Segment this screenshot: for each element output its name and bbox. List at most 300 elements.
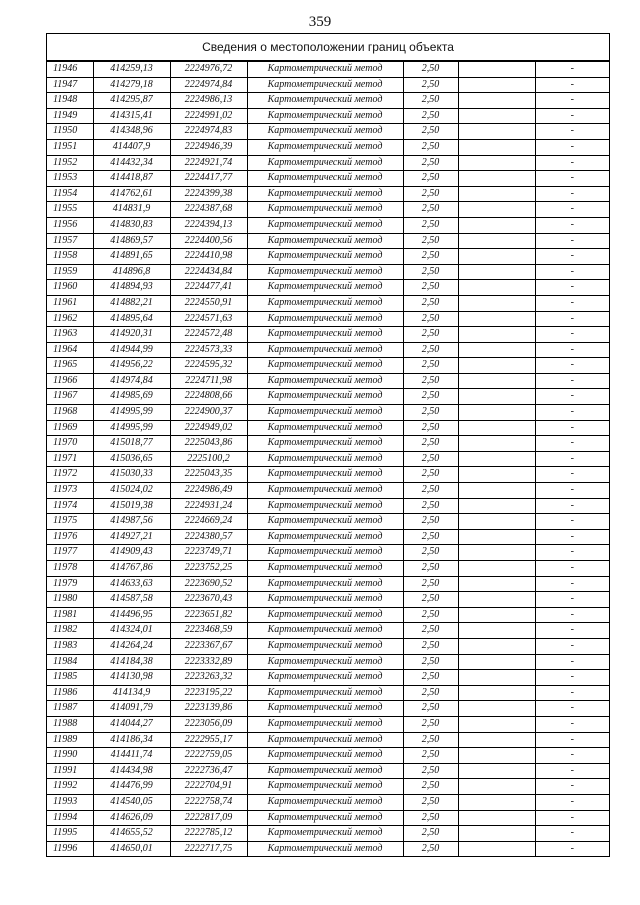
y-coordinate: 2223195,22 bbox=[170, 685, 247, 701]
accuracy-cell: 2,50 bbox=[403, 716, 458, 732]
y-coordinate: 2222717,75 bbox=[170, 841, 247, 856]
x-coordinate: 414830,83 bbox=[93, 217, 170, 233]
table-row bbox=[47, 202, 609, 218]
method-cell: Картометрический метод bbox=[247, 748, 403, 764]
table-row bbox=[47, 327, 609, 343]
method-cell: Картометрический метод bbox=[247, 607, 403, 623]
y-coordinate: 2224711,98 bbox=[170, 373, 247, 389]
empty-cell bbox=[458, 638, 535, 654]
note-cell: - bbox=[535, 451, 609, 467]
method-cell: Картометрический метод bbox=[247, 358, 403, 374]
table-row bbox=[47, 373, 609, 389]
y-coordinate: 2224380,57 bbox=[170, 529, 247, 545]
method-cell: Картометрический метод bbox=[247, 483, 403, 499]
method-cell: Картометрический метод bbox=[247, 280, 403, 296]
x-coordinate: 414650,01 bbox=[93, 841, 170, 856]
method-cell: Картометрический метод bbox=[247, 498, 403, 514]
table-row bbox=[47, 451, 609, 467]
point-number: 11954 bbox=[47, 186, 93, 202]
table-row bbox=[47, 670, 609, 686]
table-row bbox=[47, 607, 609, 623]
method-cell: Картометрический метод bbox=[247, 451, 403, 467]
point-number: 11981 bbox=[47, 607, 93, 623]
table-row bbox=[47, 514, 609, 530]
method-cell: Картометрический метод bbox=[247, 670, 403, 686]
method-cell: Картометрический метод bbox=[247, 311, 403, 327]
accuracy-cell: 2,50 bbox=[403, 233, 458, 249]
accuracy-cell: 2,50 bbox=[403, 701, 458, 717]
note-cell: - bbox=[535, 763, 609, 779]
point-number: 11992 bbox=[47, 779, 93, 795]
method-cell: Картометрический метод bbox=[247, 514, 403, 530]
table-row bbox=[47, 561, 609, 577]
point-number: 11988 bbox=[47, 716, 93, 732]
empty-cell bbox=[458, 389, 535, 405]
y-coordinate: 2224399,38 bbox=[170, 186, 247, 202]
accuracy-cell: 2,50 bbox=[403, 763, 458, 779]
empty-cell bbox=[458, 93, 535, 109]
y-coordinate: 2224900,37 bbox=[170, 405, 247, 421]
method-cell: Картометрический метод bbox=[247, 576, 403, 592]
y-coordinate: 2223670,43 bbox=[170, 592, 247, 608]
note-cell: - bbox=[535, 794, 609, 810]
empty-cell bbox=[458, 280, 535, 296]
accuracy-cell: 2,50 bbox=[403, 155, 458, 171]
note-cell: - bbox=[535, 342, 609, 358]
empty-cell bbox=[458, 155, 535, 171]
empty-cell bbox=[458, 670, 535, 686]
empty-cell bbox=[458, 654, 535, 670]
point-number: 11970 bbox=[47, 436, 93, 452]
point-number: 11985 bbox=[47, 670, 93, 686]
accuracy-cell: 2,50 bbox=[403, 295, 458, 311]
point-number: 11971 bbox=[47, 451, 93, 467]
y-coordinate: 2224931,24 bbox=[170, 498, 247, 514]
y-coordinate: 2224595,32 bbox=[170, 358, 247, 374]
point-number: 11960 bbox=[47, 280, 93, 296]
method-cell: Картометрический метод bbox=[247, 108, 403, 124]
empty-cell bbox=[458, 763, 535, 779]
note-cell: - bbox=[535, 358, 609, 374]
note-cell: - bbox=[535, 607, 609, 623]
empty-cell bbox=[458, 794, 535, 810]
method-cell: Картометрический метод bbox=[247, 420, 403, 436]
note-cell: - bbox=[535, 327, 609, 343]
x-coordinate: 414974,84 bbox=[93, 373, 170, 389]
empty-cell bbox=[458, 561, 535, 577]
method-cell: Картометрический метод bbox=[247, 716, 403, 732]
y-coordinate: 2222955,17 bbox=[170, 732, 247, 748]
table-row bbox=[47, 826, 609, 842]
method-cell: Картометрический метод bbox=[247, 545, 403, 561]
method-cell: Картометрический метод bbox=[247, 841, 403, 856]
empty-cell bbox=[458, 108, 535, 124]
note-cell: - bbox=[535, 171, 609, 187]
accuracy-cell: 2,50 bbox=[403, 405, 458, 421]
empty-cell bbox=[458, 327, 535, 343]
y-coordinate: 2222759,05 bbox=[170, 748, 247, 764]
x-coordinate: 414348,96 bbox=[93, 124, 170, 140]
method-cell: Картометрический метод bbox=[247, 155, 403, 171]
y-coordinate: 2224974,83 bbox=[170, 124, 247, 140]
x-coordinate: 414626,09 bbox=[93, 810, 170, 826]
point-number: 11948 bbox=[47, 93, 93, 109]
page-number: 359 bbox=[308, 14, 332, 30]
accuracy-cell: 2,50 bbox=[403, 202, 458, 218]
accuracy-cell: 2,50 bbox=[403, 576, 458, 592]
empty-cell bbox=[458, 529, 535, 545]
note-cell: - bbox=[535, 311, 609, 327]
point-number: 11989 bbox=[47, 732, 93, 748]
boundary-table-sheet bbox=[46, 33, 610, 857]
x-coordinate: 414279,18 bbox=[93, 77, 170, 93]
empty-cell bbox=[458, 139, 535, 155]
table-row bbox=[47, 732, 609, 748]
note-cell: - bbox=[535, 592, 609, 608]
note-cell: - bbox=[535, 545, 609, 561]
point-number: 11969 bbox=[47, 420, 93, 436]
point-number: 11980 bbox=[47, 592, 93, 608]
x-coordinate: 414896,8 bbox=[93, 264, 170, 280]
empty-cell bbox=[458, 841, 535, 856]
method-cell: Картометрический метод bbox=[247, 561, 403, 577]
point-number: 11974 bbox=[47, 498, 93, 514]
table-row bbox=[47, 420, 609, 436]
accuracy-cell: 2,50 bbox=[403, 623, 458, 639]
point-number: 11990 bbox=[47, 748, 93, 764]
method-cell: Картометрический метод bbox=[247, 93, 403, 109]
x-coordinate: 414134,9 bbox=[93, 685, 170, 701]
note-cell: - bbox=[535, 514, 609, 530]
x-coordinate: 415019,38 bbox=[93, 498, 170, 514]
empty-cell bbox=[458, 342, 535, 358]
x-coordinate: 414995,99 bbox=[93, 405, 170, 421]
empty-cell bbox=[458, 62, 535, 78]
y-coordinate: 2222817,09 bbox=[170, 810, 247, 826]
x-coordinate: 415024,02 bbox=[93, 483, 170, 499]
table-row bbox=[47, 498, 609, 514]
table-row bbox=[47, 623, 609, 639]
table-row bbox=[47, 654, 609, 670]
table-row bbox=[47, 77, 609, 93]
note-cell: - bbox=[535, 405, 609, 421]
table-row bbox=[47, 389, 609, 405]
x-coordinate: 414407,9 bbox=[93, 139, 170, 155]
y-coordinate: 2224571,63 bbox=[170, 311, 247, 327]
table-row bbox=[47, 748, 609, 764]
point-number: 11977 bbox=[47, 545, 93, 561]
note-cell: - bbox=[535, 529, 609, 545]
method-cell: Картометрический метод bbox=[247, 62, 403, 78]
y-coordinate: 2223651,82 bbox=[170, 607, 247, 623]
note-cell: - bbox=[535, 467, 609, 483]
note-cell: - bbox=[535, 420, 609, 436]
table-row bbox=[47, 249, 609, 265]
empty-cell bbox=[458, 186, 535, 202]
x-coordinate: 414895,64 bbox=[93, 311, 170, 327]
point-number: 11967 bbox=[47, 389, 93, 405]
y-coordinate: 2224976,72 bbox=[170, 62, 247, 78]
empty-cell bbox=[458, 405, 535, 421]
x-coordinate: 415030,33 bbox=[93, 467, 170, 483]
point-number: 11964 bbox=[47, 342, 93, 358]
accuracy-cell: 2,50 bbox=[403, 311, 458, 327]
empty-cell bbox=[458, 498, 535, 514]
accuracy-cell: 2,50 bbox=[403, 498, 458, 514]
note-cell: - bbox=[535, 93, 609, 109]
note-cell: - bbox=[535, 280, 609, 296]
note-cell: - bbox=[535, 77, 609, 93]
empty-cell bbox=[458, 716, 535, 732]
note-cell: - bbox=[535, 810, 609, 826]
note-cell: - bbox=[535, 841, 609, 856]
method-cell: Картометрический метод bbox=[247, 405, 403, 421]
note-cell: - bbox=[535, 155, 609, 171]
point-number: 11995 bbox=[47, 826, 93, 842]
y-coordinate: 2223752,25 bbox=[170, 561, 247, 577]
point-number: 11973 bbox=[47, 483, 93, 499]
table-row bbox=[47, 93, 609, 109]
x-coordinate: 414655,52 bbox=[93, 826, 170, 842]
y-coordinate: 2224573,33 bbox=[170, 342, 247, 358]
table-row bbox=[47, 342, 609, 358]
x-coordinate: 414987,56 bbox=[93, 514, 170, 530]
y-coordinate: 2224477,41 bbox=[170, 280, 247, 296]
accuracy-cell: 2,50 bbox=[403, 638, 458, 654]
empty-cell bbox=[458, 171, 535, 187]
point-number: 11962 bbox=[47, 311, 93, 327]
table-row bbox=[47, 233, 609, 249]
y-coordinate: 2224946,39 bbox=[170, 139, 247, 155]
method-cell: Картометрический метод bbox=[247, 732, 403, 748]
note-cell: - bbox=[535, 186, 609, 202]
empty-cell bbox=[458, 233, 535, 249]
y-coordinate: 2223749,71 bbox=[170, 545, 247, 561]
y-coordinate: 2224387,68 bbox=[170, 202, 247, 218]
accuracy-cell: 2,50 bbox=[403, 264, 458, 280]
empty-cell bbox=[458, 779, 535, 795]
method-cell: Картометрический метод bbox=[247, 779, 403, 795]
x-coordinate: 414434,98 bbox=[93, 763, 170, 779]
x-coordinate: 414130,98 bbox=[93, 670, 170, 686]
accuracy-cell: 2,50 bbox=[403, 358, 458, 374]
x-coordinate: 414831,9 bbox=[93, 202, 170, 218]
table-row bbox=[47, 716, 609, 732]
point-number: 11955 bbox=[47, 202, 93, 218]
empty-cell bbox=[458, 748, 535, 764]
note-cell: - bbox=[535, 623, 609, 639]
accuracy-cell: 2,50 bbox=[403, 451, 458, 467]
point-number: 11975 bbox=[47, 514, 93, 530]
empty-cell bbox=[458, 249, 535, 265]
point-number: 11951 bbox=[47, 139, 93, 155]
note-cell: - bbox=[535, 202, 609, 218]
point-number: 11983 bbox=[47, 638, 93, 654]
x-coordinate: 414418,87 bbox=[93, 171, 170, 187]
y-coordinate: 2223056,09 bbox=[170, 716, 247, 732]
accuracy-cell: 2,50 bbox=[403, 327, 458, 343]
x-coordinate: 414985,69 bbox=[93, 389, 170, 405]
y-coordinate: 2223690,52 bbox=[170, 576, 247, 592]
y-coordinate: 2224394,13 bbox=[170, 217, 247, 233]
x-coordinate: 414762,61 bbox=[93, 186, 170, 202]
method-cell: Картометрический метод bbox=[247, 264, 403, 280]
table-row bbox=[47, 405, 609, 421]
note-cell: - bbox=[535, 124, 609, 140]
table-row bbox=[47, 794, 609, 810]
note-cell: - bbox=[535, 108, 609, 124]
table-row bbox=[47, 576, 609, 592]
empty-cell bbox=[458, 467, 535, 483]
table-row bbox=[47, 529, 609, 545]
method-cell: Картометрический метод bbox=[247, 529, 403, 545]
point-number: 11963 bbox=[47, 327, 93, 343]
empty-cell bbox=[458, 732, 535, 748]
empty-cell bbox=[458, 264, 535, 280]
table-row bbox=[47, 124, 609, 140]
note-cell: - bbox=[535, 701, 609, 717]
point-number: 11961 bbox=[47, 295, 93, 311]
accuracy-cell: 2,50 bbox=[403, 545, 458, 561]
table-row bbox=[47, 810, 609, 826]
table-title: Сведения о местоположении границ объекта bbox=[47, 34, 609, 61]
y-coordinate: 2224949,02 bbox=[170, 420, 247, 436]
accuracy-cell: 2,50 bbox=[403, 280, 458, 296]
empty-cell bbox=[458, 483, 535, 499]
accuracy-cell: 2,50 bbox=[403, 124, 458, 140]
point-number: 11957 bbox=[47, 233, 93, 249]
table-row bbox=[47, 763, 609, 779]
x-coordinate: 414920,31 bbox=[93, 327, 170, 343]
x-coordinate: 415018,77 bbox=[93, 436, 170, 452]
y-coordinate: 2222736,47 bbox=[170, 763, 247, 779]
x-coordinate: 414891,65 bbox=[93, 249, 170, 265]
table-row bbox=[47, 841, 609, 856]
note-cell: - bbox=[535, 139, 609, 155]
x-coordinate: 414324,01 bbox=[93, 623, 170, 639]
x-coordinate: 414411,74 bbox=[93, 748, 170, 764]
method-cell: Картометрический метод bbox=[247, 623, 403, 639]
method-cell: Картометрический метод bbox=[247, 701, 403, 717]
note-cell: - bbox=[535, 436, 609, 452]
table-row bbox=[47, 295, 609, 311]
y-coordinate: 2224410,98 bbox=[170, 249, 247, 265]
y-coordinate: 2224434,84 bbox=[170, 264, 247, 280]
x-coordinate: 414882,21 bbox=[93, 295, 170, 311]
x-coordinate: 414476,99 bbox=[93, 779, 170, 795]
note-cell: - bbox=[535, 748, 609, 764]
empty-cell bbox=[458, 217, 535, 233]
note-cell: - bbox=[535, 498, 609, 514]
x-coordinate: 414869,57 bbox=[93, 233, 170, 249]
note-cell: - bbox=[535, 716, 609, 732]
point-number: 11979 bbox=[47, 576, 93, 592]
point-number: 11976 bbox=[47, 529, 93, 545]
x-coordinate: 414927,21 bbox=[93, 529, 170, 545]
y-coordinate: 2223367,67 bbox=[170, 638, 247, 654]
table-row bbox=[47, 186, 609, 202]
y-coordinate: 2225100,2 bbox=[170, 451, 247, 467]
y-coordinate: 2224986,13 bbox=[170, 93, 247, 109]
empty-cell bbox=[458, 607, 535, 623]
y-coordinate: 2224921,74 bbox=[170, 155, 247, 171]
point-number: 11982 bbox=[47, 623, 93, 639]
accuracy-cell: 2,50 bbox=[403, 467, 458, 483]
y-coordinate: 2225043,86 bbox=[170, 436, 247, 452]
accuracy-cell: 2,50 bbox=[403, 108, 458, 124]
accuracy-cell: 2,50 bbox=[403, 373, 458, 389]
x-coordinate: 414587,58 bbox=[93, 592, 170, 608]
note-cell: - bbox=[535, 389, 609, 405]
note-cell: - bbox=[535, 264, 609, 280]
empty-cell bbox=[458, 810, 535, 826]
method-cell: Картометрический метод bbox=[247, 327, 403, 343]
table-row bbox=[47, 108, 609, 124]
accuracy-cell: 2,50 bbox=[403, 186, 458, 202]
accuracy-cell: 2,50 bbox=[403, 607, 458, 623]
x-coordinate: 414315,41 bbox=[93, 108, 170, 124]
point-number: 11965 bbox=[47, 358, 93, 374]
y-coordinate: 2223263,32 bbox=[170, 670, 247, 686]
table-row bbox=[47, 280, 609, 296]
accuracy-cell: 2,50 bbox=[403, 420, 458, 436]
point-number: 11947 bbox=[47, 77, 93, 93]
x-coordinate: 414091,79 bbox=[93, 701, 170, 717]
accuracy-cell: 2,50 bbox=[403, 217, 458, 233]
method-cell: Картометрический метод bbox=[247, 763, 403, 779]
y-coordinate: 2223139,86 bbox=[170, 701, 247, 717]
y-coordinate: 2225043,35 bbox=[170, 467, 247, 483]
accuracy-cell: 2,50 bbox=[403, 779, 458, 795]
x-coordinate: 415036,65 bbox=[93, 451, 170, 467]
empty-cell bbox=[458, 623, 535, 639]
coordinates-table bbox=[47, 61, 609, 856]
x-coordinate: 414944,99 bbox=[93, 342, 170, 358]
accuracy-cell: 2,50 bbox=[403, 654, 458, 670]
note-cell: - bbox=[535, 561, 609, 577]
method-cell: Картометрический метод bbox=[247, 654, 403, 670]
point-number: 11968 bbox=[47, 405, 93, 421]
empty-cell bbox=[458, 576, 535, 592]
point-number: 11950 bbox=[47, 124, 93, 140]
method-cell: Картометрический метод bbox=[247, 249, 403, 265]
accuracy-cell: 2,50 bbox=[403, 342, 458, 358]
method-cell: Картометрический метод bbox=[247, 124, 403, 140]
accuracy-cell: 2,50 bbox=[403, 826, 458, 842]
method-cell: Картометрический метод bbox=[247, 373, 403, 389]
x-coordinate: 414956,22 bbox=[93, 358, 170, 374]
table-row bbox=[47, 62, 609, 78]
accuracy-cell: 2,50 bbox=[403, 483, 458, 499]
x-coordinate: 414496,95 bbox=[93, 607, 170, 623]
table-row bbox=[47, 483, 609, 499]
empty-cell bbox=[458, 358, 535, 374]
table-body bbox=[47, 62, 609, 857]
method-cell: Картометрический метод bbox=[247, 810, 403, 826]
note-cell: - bbox=[535, 576, 609, 592]
point-number: 11966 bbox=[47, 373, 93, 389]
x-coordinate: 414432,34 bbox=[93, 155, 170, 171]
point-number: 11984 bbox=[47, 654, 93, 670]
note-cell: - bbox=[535, 295, 609, 311]
x-coordinate: 414540,05 bbox=[93, 794, 170, 810]
empty-cell bbox=[458, 701, 535, 717]
table-row bbox=[47, 217, 609, 233]
y-coordinate: 2224417,77 bbox=[170, 171, 247, 187]
x-coordinate: 414264,24 bbox=[93, 638, 170, 654]
accuracy-cell: 2,50 bbox=[403, 685, 458, 701]
note-cell: - bbox=[535, 62, 609, 78]
